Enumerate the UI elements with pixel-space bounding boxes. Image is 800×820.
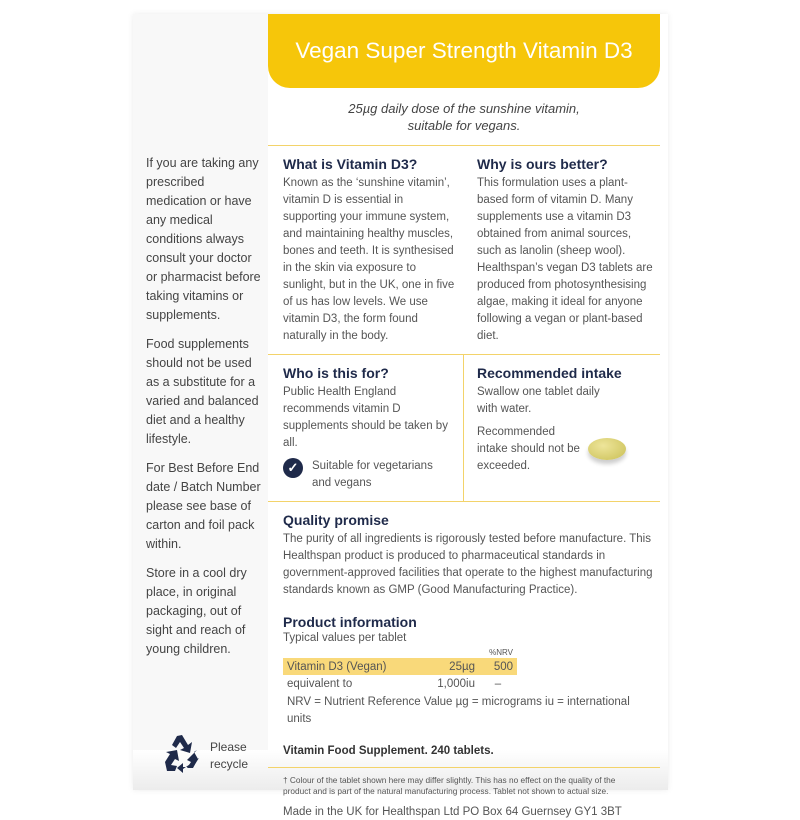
why-section [464, 146, 660, 354]
check-circle-icon: ✓ [283, 458, 303, 478]
quality-heading: Quality promise [283, 512, 389, 528]
table-row [283, 658, 517, 675]
what-section [268, 146, 464, 354]
nutrient-nrv: 500 [479, 658, 517, 675]
nutrient-nrv: – [494, 677, 502, 690]
product-info-section [268, 605, 660, 734]
subtitle [268, 100, 660, 134]
quality-section [268, 502, 660, 605]
recycle-icon [161, 732, 203, 779]
intake-warning-row [477, 424, 656, 475]
why-heading: Why is ours better? [477, 156, 608, 172]
badge-text: Suitable for vegetarians and vegans [312, 460, 433, 489]
intake-section [464, 355, 660, 501]
side-note: Food supplements should not be used as a substitute for a varied and balanced diet and a healthy lifestyle. [146, 337, 259, 446]
tablet-image [588, 438, 626, 460]
quality-text: The purity of all ingredients is rigorously tested before manufacture. This Healthspan product is produced to pharmaceutical standards in government-approved facilities that operate to the highest manufacturing standards known as GMP (Good Manufacturing Practice). [283, 533, 653, 596]
intake-warning: Recommended intake should not be exceeded. [477, 426, 580, 472]
info-row-1 [268, 146, 660, 354]
product-info-heading: Product information [283, 614, 417, 630]
recycle-label [210, 739, 248, 773]
vegan-badge [283, 458, 455, 492]
nutrition-table [283, 646, 517, 692]
nutrient-name: Vitamin D3 (Vegan) [283, 658, 421, 675]
table-header [283, 646, 517, 658]
nutrient-amount: 25µg [421, 658, 479, 675]
what-heading: What is Vitamin D3? [283, 156, 418, 172]
product-info-subheading: Typical values per tablet [283, 632, 407, 644]
nrv-legend: NRV = Nutrient Reference Value µg = micrograms iu = international units [287, 696, 630, 725]
recycle-label-line: recycle [210, 757, 249, 771]
subtitle-line: 25µg daily dose of the sunshine vitamin, [348, 101, 580, 116]
who-heading: Who is this for? [283, 365, 389, 381]
subtitle-line: suitable for vegans. [407, 118, 521, 133]
main-column [268, 14, 660, 820]
who-section [268, 355, 464, 501]
intake-heading: Recommended intake [477, 365, 622, 381]
footnote: † Colour of the tablet shown here may differ slightly. This has no effect on the quality of the product and is part of the natural manufacturing process. Tablet not shown to actual size. [283, 775, 616, 796]
side-note: Store in a cool dry place, in original packaging, out of sight and reach of young children. [146, 566, 247, 656]
recycle-label-line: Please [210, 740, 247, 754]
table-row [283, 675, 517, 692]
side-note: If you are taking any prescribed medication or have any medical conditions always consult your doctor or pharmacist before taking vitamins or supplements. [146, 156, 261, 322]
nutrient-amount: 1,000iu [437, 677, 475, 690]
why-text: This formulation uses a plant-based form of vitamin D. Many supplements use a vitamin D3 obtained from animal sources, such as lanolin (sheep wool). Healthspan’s vegan D3 tablets are produced from photosynthesising algae, making it ideal for anyone following a vegan or plant-based diet. [477, 177, 653, 342]
side-note: For Best Before End date / Batch Number please see base of carton and foil pack within. [146, 461, 261, 551]
intake-text: Swallow one tablet daily with water. [477, 386, 600, 415]
made-in: Made in the UK for Healthspan Ltd PO Box 64 Guernsey GY1 3BT [283, 806, 622, 818]
nutrient-name: equivalent to [287, 677, 353, 690]
left-column [133, 14, 268, 790]
title-banner: Vegan Super Strength Vitamin D3 [268, 14, 660, 88]
side-notes [146, 154, 264, 669]
product-label [133, 14, 668, 818]
info-row-2 [268, 355, 660, 501]
nrv-header: %NRV [489, 647, 513, 657]
who-text: Public Health England recommends vitamin D supplements should be taken by all. [283, 386, 448, 449]
supplement-info: Vitamin Food Supplement. 240 tablets. [283, 745, 494, 757]
what-text: Known as the ‘sunshine vitamin’, vitamin D is essential in supporting your immune system, and maintaining healthy muscles, bones and teeth. It is synthesised in the skin via exposure to sunlight, but in the UK, one in five of us has low levels. We use vitamin D3, the form found naturally in the body. [283, 177, 455, 342]
